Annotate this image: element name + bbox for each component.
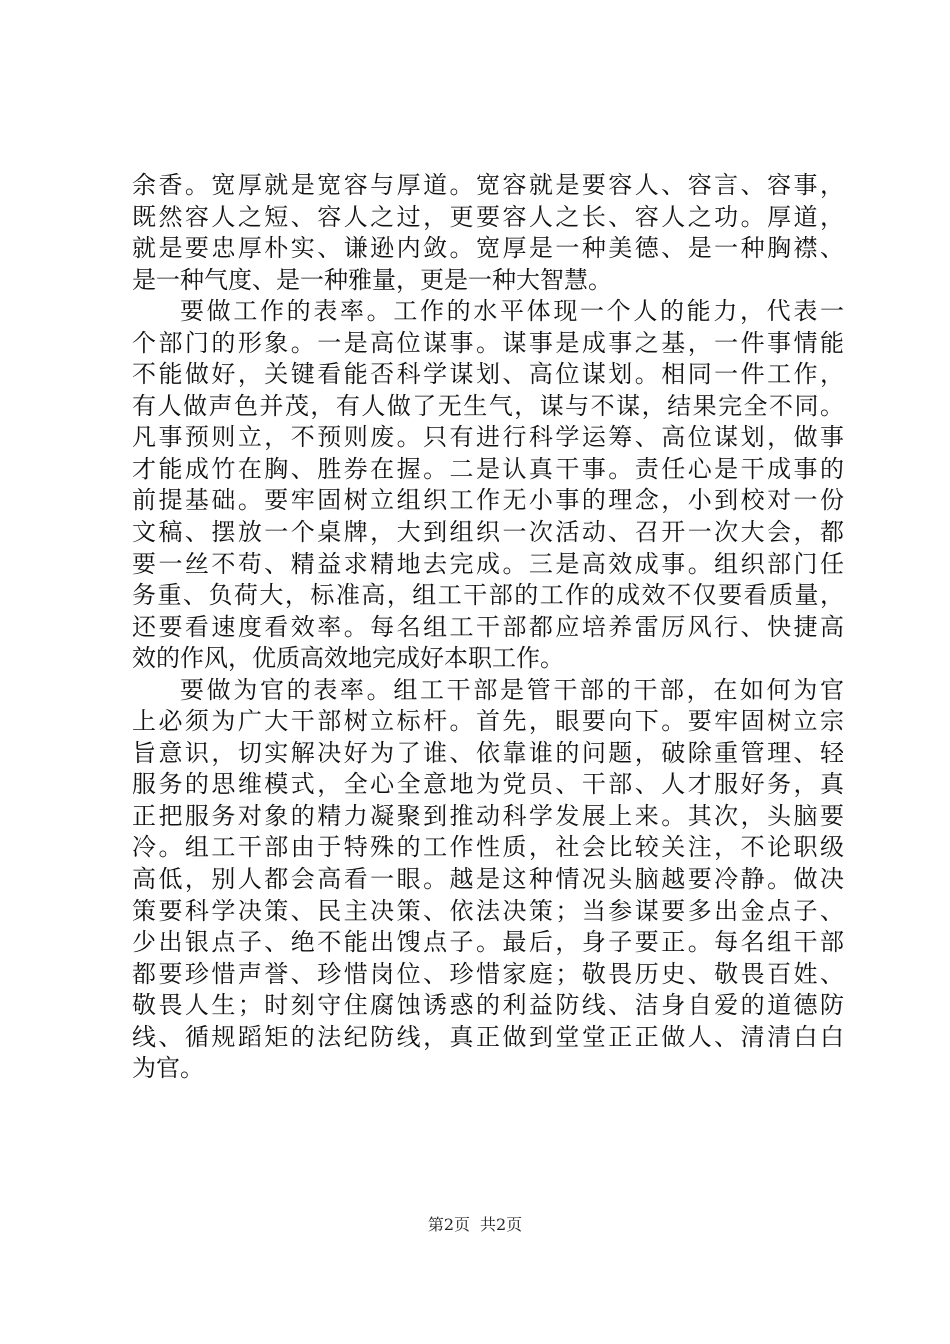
text-line: 文稿、摆放一个桌牌，大到组织一次活动、召开一次大会，都: [132, 518, 844, 547]
text-line: 旨意识，切实解决好为了谁、依靠谁的问题，破除重管理、轻: [132, 738, 844, 767]
text-line: 前提基础。要牢固树立组织工作无小事的理念，小到校对一份: [132, 486, 844, 515]
text-line: 效的作风，优质高效地完成好本职工作。: [132, 644, 564, 673]
text-line: 正把服务对象的精力凝聚到推动科学发展上来。其次，头脑要: [132, 801, 844, 830]
text-line: 敬畏人生；时刻守住腐蚀诱惑的利益防线、洁身自爱的道德防: [132, 991, 844, 1020]
text-line: 线、循规蹈矩的法纪防线，真正做到堂堂正正做人、清清白白: [132, 1022, 844, 1051]
text-line: 上必须为广大干部树立标杆。首先，眼要向下。要牢固树立宗: [132, 707, 844, 736]
text-line: 都要珍惜声誉、珍惜岗位、珍惜家庭；敬畏历史、敬畏百姓、: [132, 959, 844, 988]
text-line: 个部门的形象。一是高位谋事。谋事是成事之基，一件事情能: [132, 328, 844, 357]
text-line: 不能做好，关键看能否科学谋划、高位谋划。相同一件工作，: [132, 360, 844, 389]
text-line: 是一种气度、是一种雅量，更是一种大智慧。: [132, 265, 612, 294]
text-line: 要做工作的表率。工作的水平体现一个人的能力，代表一: [180, 297, 844, 326]
page-total: 共2页: [480, 1215, 523, 1234]
page-footer: [0, 1215, 950, 1235]
text-line: 务重、负荷大，标准高，组工干部的工作的成效不仅要看质量，: [132, 581, 844, 610]
text-line: 冷。组工干部由于特殊的工作性质，社会比较关注，不论职级: [132, 833, 844, 862]
text-line: 余香。宽厚就是宽容与厚道。宽容就是要容人、容言、容事，: [132, 171, 844, 199]
text-line: 才能成竹在胸、胜券在握。二是认真干事。责任心是干成事的: [132, 454, 844, 483]
text-line: 凡事预则立，不预则废。只有进行科学运筹、高位谋划，做事: [132, 423, 844, 452]
text-line: 还要看速度看效率。每名组工干部都应培养雷厉风行、快捷高: [132, 612, 844, 641]
text-line: 既然容人之短、容人之过，更要容人之长、容人之功。厚道，: [132, 202, 844, 231]
document-body: [132, 170, 844, 1085]
text-line: 为官。: [132, 1054, 204, 1083]
text-line: 少出银点子、绝不能出馊点子。最后，身子要正。每名组干部: [132, 928, 844, 957]
text-line: 要做为官的表率。组工干部是管干部的干部，在如何为官: [180, 675, 844, 704]
text-line: 高低，别人都会高看一眼。越是这种情况头脑越要冷静。做决: [132, 865, 844, 894]
text-line: 要一丝不苟、精益求精地去完成。三是高效成事。组织部门任: [132, 549, 844, 578]
text-line: 有人做声色并茂，有人做了无生气，谋与不谋，结果完全不同。: [132, 391, 844, 420]
page-number: 第2页: [427, 1215, 470, 1234]
text-line: 就是要忠厚朴实、谦逊内敛。宽厚是一种美德、是一种胸襟、: [132, 234, 844, 263]
text-line: 服务的思维模式，全心全意地为党员、干部、人才服好务，真: [132, 770, 844, 799]
text-line: 策要科学决策、民主决策、依法决策；当参谋要多出金点子、: [132, 896, 844, 925]
